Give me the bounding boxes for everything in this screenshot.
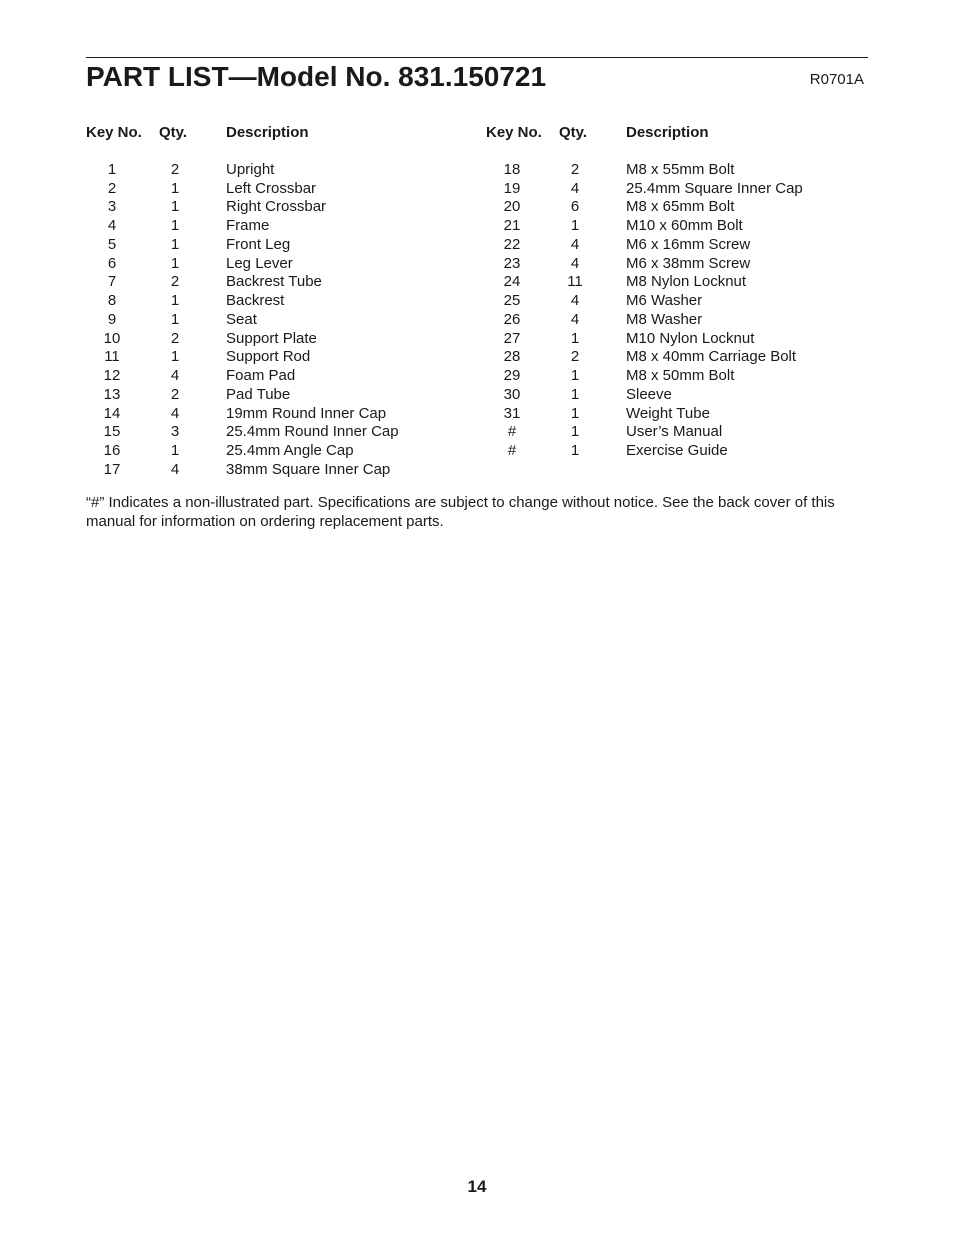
key-no-header: Key No. (86, 124, 142, 141)
key-no-cell: 24 (503, 273, 521, 291)
key-no-cell: # (507, 442, 517, 459)
qty-cell: 2 (170, 273, 180, 291)
description-cell: Exercise Guide (626, 442, 728, 459)
description-cell: M10 x 60mm Bolt (626, 217, 743, 234)
description-cell: Seat (226, 310, 257, 328)
qty-cell: 1 (170, 198, 180, 216)
table-header (486, 124, 803, 143)
table-row (86, 198, 399, 217)
key-no-cell: 13 (103, 385, 121, 403)
table-header (86, 124, 399, 143)
table-row (86, 292, 399, 311)
key-no-cell: 26 (503, 310, 521, 328)
description-header: Description (626, 124, 709, 141)
description-cell: M6 x 38mm Screw (626, 254, 751, 272)
description-cell: Backrest Tube (226, 273, 322, 291)
description-cell: M10 Nylon Locknut (626, 329, 755, 347)
qty-cell: 11 (567, 273, 583, 291)
key-no-cell: 4 (107, 217, 117, 234)
qty-cell: 1 (170, 292, 180, 309)
table-row (486, 217, 803, 236)
key-no-cell: 11 (104, 348, 120, 366)
page-title: PART LIST—Model No. 831.150721 (86, 61, 547, 92)
description-cell: Pad Tube (226, 385, 291, 403)
key-no-cell: 6 (107, 254, 117, 272)
key-no-cell: 19 (503, 179, 521, 197)
description-cell: 25.4mm Square Inner Cap (626, 179, 803, 197)
table-row (486, 255, 803, 274)
qty-cell: 1 (570, 385, 580, 403)
table-row (486, 348, 803, 367)
qty-cell: 4 (170, 367, 180, 384)
description-cell: 19mm Round Inner Cap (226, 404, 387, 422)
key-no-cell: 1 (107, 160, 117, 178)
qty-cell: 2 (570, 160, 580, 178)
footnote: “#” Indicates a non-illustrated part. Specifications are subject to change without notice. See the back cover of this manual for information on ordering replacement parts. (86, 494, 835, 530)
description-cell: M6 x 16mm Screw (626, 235, 751, 253)
qty-cell: 1 (570, 442, 580, 459)
parts-table-left (86, 124, 399, 480)
table-row (486, 405, 803, 424)
table-row (86, 273, 399, 292)
table-row (86, 386, 399, 405)
key-no-cell: 25 (503, 292, 521, 309)
table-row (486, 423, 803, 442)
qty-cell: 1 (570, 404, 580, 422)
table-row (86, 180, 399, 199)
top-rule (86, 57, 868, 58)
description-cell: M8 Nylon Locknut (626, 273, 747, 291)
table-row (486, 180, 803, 199)
table-row (486, 292, 803, 311)
key-no-cell: 14 (103, 404, 121, 422)
qty-cell: 2 (170, 329, 180, 347)
qty-cell: 4 (570, 292, 580, 309)
table-row (86, 236, 399, 255)
key-no-cell: 17 (103, 460, 121, 478)
description-cell: M8 x 55mm Bolt (626, 160, 735, 178)
description-cell: Upright (226, 160, 275, 178)
key-no-cell: 7 (107, 273, 117, 291)
qty-cell: 1 (170, 348, 180, 366)
description-cell: 25.4mm Angle Cap (226, 442, 354, 459)
description-cell: Frame (226, 217, 270, 234)
qty-cell: 4 (570, 235, 580, 253)
qty-cell: 1 (570, 367, 580, 384)
key-no-cell: 27 (503, 329, 521, 347)
key-no-cell: 20 (503, 198, 521, 216)
qty-cell: 1 (570, 423, 580, 441)
table-row (86, 442, 399, 461)
table-row (486, 311, 803, 330)
description-cell: Sleeve (626, 385, 672, 403)
description-cell: M6 Washer (626, 292, 703, 309)
qty-header: Qty. (559, 124, 588, 141)
key-no-cell: 9 (107, 310, 117, 328)
description-cell: User’s Manual (626, 423, 723, 441)
key-no-cell: # (507, 423, 517, 441)
table-row (86, 217, 399, 236)
description-cell: M8 x 40mm Carriage Bolt (626, 348, 797, 366)
description-cell: Support Rod (226, 348, 311, 366)
qty-cell: 4 (170, 404, 180, 422)
table-row (86, 348, 399, 367)
description-cell: 25.4mm Round Inner Cap (226, 423, 399, 441)
table-row (86, 461, 399, 480)
qty-cell: 3 (170, 423, 180, 441)
key-no-cell: 29 (503, 367, 521, 384)
table-row (486, 161, 803, 180)
table-row (86, 161, 399, 180)
key-no-cell: 22 (503, 235, 521, 253)
table-row (86, 423, 399, 442)
description-cell: M8 x 65mm Bolt (626, 198, 735, 216)
description-cell: Front Leg (226, 235, 291, 253)
parts-rows-right (486, 161, 803, 461)
document-code: R0701A (809, 71, 864, 88)
key-no-cell: 10 (103, 329, 121, 347)
key-no-cell: 12 (103, 367, 121, 384)
table-row (486, 198, 803, 217)
description-cell: Right Crossbar (226, 198, 327, 216)
qty-cell: 4 (570, 179, 580, 197)
description-cell: Foam Pad (226, 367, 296, 384)
qty-cell: 1 (570, 217, 580, 234)
description-header: Description (226, 124, 309, 141)
qty-cell: 4 (170, 460, 180, 478)
key-no-cell: 30 (503, 385, 521, 403)
table-row (86, 255, 399, 274)
qty-cell: 2 (570, 348, 580, 366)
page-number: 14 (467, 1177, 487, 1196)
key-no-header: Key No. (486, 124, 542, 141)
key-no-cell: 2 (107, 179, 117, 197)
qty-cell: 1 (170, 442, 180, 459)
description-cell: 38mm Square Inner Cap (226, 460, 391, 478)
description-cell: Weight Tube (626, 404, 710, 422)
table-row (486, 236, 803, 255)
table-row (86, 330, 399, 349)
description-cell: M8 Washer (626, 310, 703, 328)
qty-header: Qty. (159, 124, 188, 141)
qty-cell: 1 (170, 217, 180, 234)
table-row (486, 386, 803, 405)
description-cell: Leg Lever (226, 254, 293, 272)
table-row (86, 367, 399, 386)
qty-cell: 1 (170, 235, 180, 253)
table-row (486, 367, 803, 386)
key-no-cell: 5 (107, 235, 117, 253)
key-no-cell: 28 (503, 348, 521, 366)
qty-cell: 6 (570, 198, 580, 216)
key-no-cell: 15 (103, 423, 121, 441)
table-row (86, 405, 399, 424)
description-cell: Backrest (226, 292, 285, 309)
parts-rows-left (86, 161, 399, 480)
qty-cell: 1 (170, 179, 180, 197)
table-row (486, 442, 803, 461)
key-no-cell: 23 (503, 254, 521, 272)
qty-cell: 1 (170, 310, 180, 328)
key-no-cell: 3 (107, 198, 117, 216)
table-row (486, 273, 803, 292)
qty-cell: 2 (170, 385, 180, 403)
table-row (486, 330, 803, 349)
qty-cell: 1 (170, 254, 180, 272)
qty-cell: 4 (570, 310, 580, 328)
table-row (86, 311, 399, 330)
description-cell: Support Plate (226, 329, 317, 347)
description-cell: M8 x 50mm Bolt (626, 367, 735, 384)
key-no-cell: 31 (503, 404, 521, 422)
description-cell: Left Crossbar (226, 179, 317, 197)
qty-cell: 1 (570, 329, 580, 347)
qty-cell: 2 (170, 160, 180, 178)
key-no-cell: 18 (503, 160, 521, 178)
parts-table-right (486, 124, 803, 461)
key-no-cell: 16 (103, 442, 121, 459)
key-no-cell: 8 (107, 292, 117, 309)
qty-cell: 4 (570, 254, 580, 272)
key-no-cell: 21 (503, 217, 521, 234)
